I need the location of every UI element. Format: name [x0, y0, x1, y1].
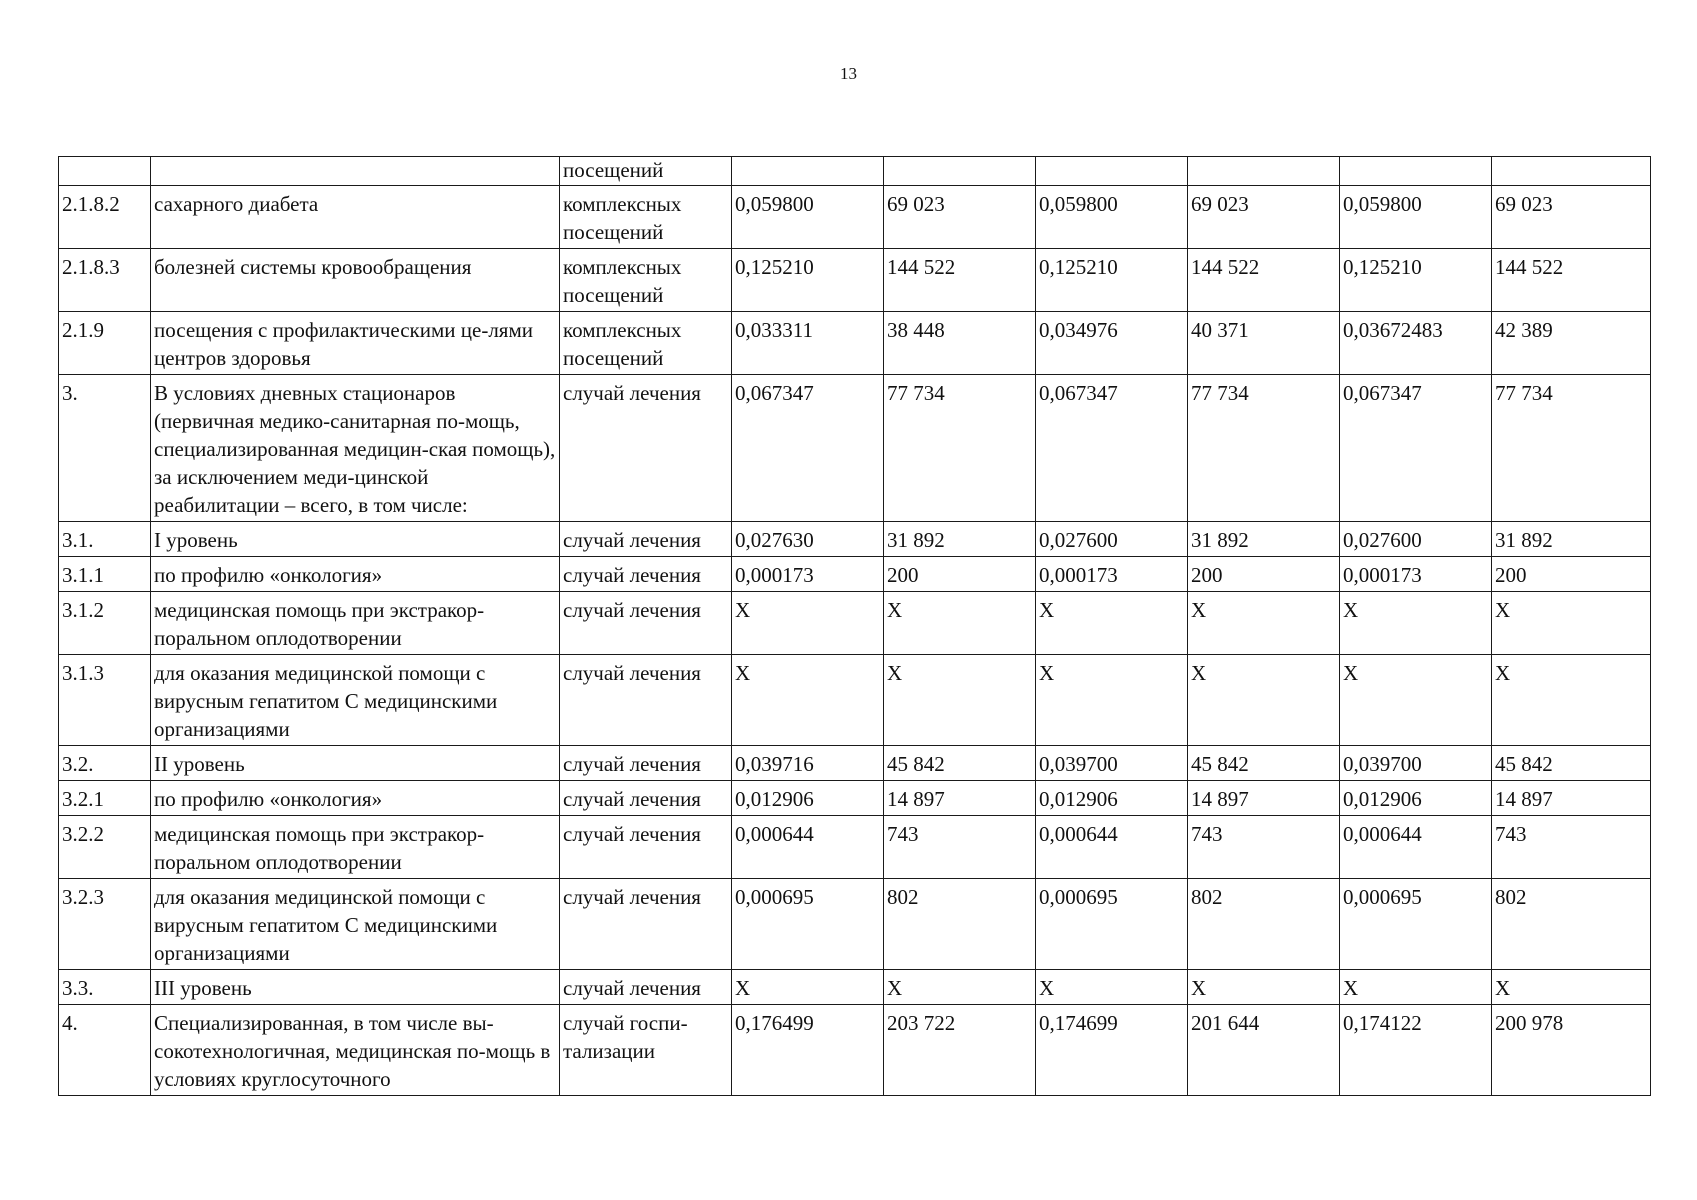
value-cell: X — [1340, 970, 1492, 1005]
value-cell: 0,000644 — [1036, 816, 1188, 879]
value-cell: 77 734 — [1188, 375, 1340, 522]
value-cell: 144 522 — [884, 249, 1036, 312]
value-cell: 40 371 — [1188, 312, 1340, 375]
value-cell: 77 734 — [1492, 375, 1651, 522]
value-cell: 0,039700 — [1340, 746, 1492, 781]
value-cell: 0,039716 — [732, 746, 884, 781]
table-row — [59, 655, 1651, 746]
row-number-cell: 3.1. — [59, 522, 151, 557]
row-number-cell: 4. — [59, 1005, 151, 1096]
indicator-name-cell: посещения с профилактическими це-лями центров здоровья — [151, 312, 560, 375]
value-cell: X — [1036, 592, 1188, 655]
table-body — [59, 157, 1651, 1096]
value-cell: 0,067347 — [732, 375, 884, 522]
indicator-name-cell — [151, 157, 560, 186]
table-row — [59, 816, 1651, 879]
row-number-cell: 2.1.9 — [59, 312, 151, 375]
indicator-name-cell: медицинская помощь при экстракор-поральном оплодотворении — [151, 816, 560, 879]
indicator-name-cell: В условиях дневных стационаров (первичная медико-санитарная по-мощь, специализированная медицин-ская помощь), за исключением меди-цинской реабилитации – всего, в том числе: — [151, 375, 560, 522]
indicator-name-cell: II уровень — [151, 746, 560, 781]
value-cell: X — [1492, 970, 1651, 1005]
value-cell: 31 892 — [1492, 522, 1651, 557]
table-row — [59, 157, 1651, 186]
value-cell: 0,174699 — [1036, 1005, 1188, 1096]
row-number-cell: 3.2.2 — [59, 816, 151, 879]
value-cell: 0,000695 — [1036, 879, 1188, 970]
value-cell — [732, 157, 884, 186]
value-cell: 69 023 — [1492, 186, 1651, 249]
unit-cell: случай лечения — [560, 375, 732, 522]
value-cell: 69 023 — [1188, 186, 1340, 249]
value-cell: 200 — [1492, 557, 1651, 592]
value-cell: 0,000695 — [732, 879, 884, 970]
value-cell: 0,027600 — [1340, 522, 1492, 557]
value-cell: 45 842 — [1492, 746, 1651, 781]
value-cell: 0,174122 — [1340, 1005, 1492, 1096]
unit-cell: случай лечения — [560, 879, 732, 970]
value-cell — [1036, 157, 1188, 186]
value-cell: 201 644 — [1188, 1005, 1340, 1096]
value-cell: 0,000644 — [1340, 816, 1492, 879]
indicator-name-cell: для оказания медицинской помощи с вирусным гепатитом С медицинскими организациями — [151, 879, 560, 970]
indicator-name-cell: для оказания медицинской помощи с вирусным гепатитом С медицинскими организациями — [151, 655, 560, 746]
value-cell: X — [1492, 592, 1651, 655]
table-row — [59, 522, 1651, 557]
value-cell: 0,027630 — [732, 522, 884, 557]
value-cell: 31 892 — [884, 522, 1036, 557]
value-cell: 0,03672483 — [1340, 312, 1492, 375]
value-cell: 14 897 — [884, 781, 1036, 816]
unit-cell: комплексных посещений — [560, 312, 732, 375]
table-row — [59, 879, 1651, 970]
value-cell: 802 — [1188, 879, 1340, 970]
table-row — [59, 375, 1651, 522]
value-cell — [1188, 157, 1340, 186]
indicator-name-cell: III уровень — [151, 970, 560, 1005]
indicator-name-cell: по профилю «онкология» — [151, 781, 560, 816]
unit-cell: случай лечения — [560, 781, 732, 816]
value-cell: X — [732, 592, 884, 655]
value-cell: 0,000173 — [1340, 557, 1492, 592]
value-cell: X — [884, 592, 1036, 655]
value-cell: 0,176499 — [732, 1005, 884, 1096]
row-number-cell: 2.1.8.3 — [59, 249, 151, 312]
table-row — [59, 746, 1651, 781]
value-cell: 14 897 — [1492, 781, 1651, 816]
value-cell: 200 — [884, 557, 1036, 592]
table-row — [59, 1005, 1651, 1096]
value-cell: X — [1036, 970, 1188, 1005]
row-number-cell: 3. — [59, 375, 151, 522]
value-cell: 0,000173 — [732, 557, 884, 592]
value-cell: 802 — [1492, 879, 1651, 970]
value-cell: X — [732, 655, 884, 746]
unit-cell: комплексных посещений — [560, 186, 732, 249]
value-cell: 31 892 — [1188, 522, 1340, 557]
unit-cell: случай лечения — [560, 816, 732, 879]
value-cell: 203 722 — [884, 1005, 1036, 1096]
value-cell: 743 — [1188, 816, 1340, 879]
unit-cell: посещений — [560, 157, 732, 186]
value-cell: 14 897 — [1188, 781, 1340, 816]
value-cell: 0,000644 — [732, 816, 884, 879]
value-cell: 0,125210 — [1036, 249, 1188, 312]
row-number-cell: 3.1.2 — [59, 592, 151, 655]
value-cell: X — [1340, 655, 1492, 746]
unit-cell: случай лечения — [560, 557, 732, 592]
value-cell: 0,027600 — [1036, 522, 1188, 557]
table-row — [59, 781, 1651, 816]
value-cell: 200 978 — [1492, 1005, 1651, 1096]
value-cell: 0,067347 — [1340, 375, 1492, 522]
row-number-cell: 3.2.1 — [59, 781, 151, 816]
value-cell: X — [1188, 970, 1340, 1005]
value-cell: 200 — [1188, 557, 1340, 592]
row-number-cell: 3.2. — [59, 746, 151, 781]
row-number-cell — [59, 157, 151, 186]
unit-cell: случай лечения — [560, 970, 732, 1005]
table-row — [59, 186, 1651, 249]
row-number-cell: 3.2.3 — [59, 879, 151, 970]
value-cell: 0,125210 — [1340, 249, 1492, 312]
value-cell — [1340, 157, 1492, 186]
value-cell: 45 842 — [884, 746, 1036, 781]
unit-cell: случай лечения — [560, 655, 732, 746]
value-cell: 0,034976 — [1036, 312, 1188, 375]
table-row — [59, 970, 1651, 1005]
value-cell — [1492, 157, 1651, 186]
value-cell: 0,000695 — [1340, 879, 1492, 970]
unit-cell: случай лечения — [560, 592, 732, 655]
value-cell: X — [1492, 655, 1651, 746]
norms-table-container — [58, 156, 1650, 1096]
value-cell: 77 734 — [884, 375, 1036, 522]
indicator-name-cell: болезней системы кровообращения — [151, 249, 560, 312]
unit-cell: случай лечения — [560, 522, 732, 557]
value-cell: 0,125210 — [732, 249, 884, 312]
indicator-name-cell: I уровень — [151, 522, 560, 557]
row-number-cell: 3.3. — [59, 970, 151, 1005]
unit-cell: случай госпи-тализации — [560, 1005, 732, 1096]
value-cell: 69 023 — [884, 186, 1036, 249]
value-cell: 0,000173 — [1036, 557, 1188, 592]
table-row — [59, 557, 1651, 592]
norms-table — [58, 156, 1651, 1096]
value-cell: 42 389 — [1492, 312, 1651, 375]
indicator-name-cell: по профилю «онкология» — [151, 557, 560, 592]
value-cell: 0,012906 — [732, 781, 884, 816]
row-number-cell: 3.1.3 — [59, 655, 151, 746]
value-cell: 0,012906 — [1036, 781, 1188, 816]
value-cell: X — [1036, 655, 1188, 746]
row-number-cell: 3.1.1 — [59, 557, 151, 592]
value-cell: X — [1188, 655, 1340, 746]
value-cell: X — [1340, 592, 1492, 655]
table-row — [59, 249, 1651, 312]
value-cell: 0,059800 — [732, 186, 884, 249]
table-row — [59, 312, 1651, 375]
table-row — [59, 592, 1651, 655]
value-cell: 45 842 — [1188, 746, 1340, 781]
value-cell: 743 — [1492, 816, 1651, 879]
value-cell: 0,033311 — [732, 312, 884, 375]
page-number: 13 — [840, 64, 857, 83]
indicator-name-cell: Специализированная, в том числе вы-сокотехнологичная, медицинская по-мощь в условиях круглосуточного — [151, 1005, 560, 1096]
value-cell: X — [732, 970, 884, 1005]
value-cell — [884, 157, 1036, 186]
value-cell: 38 448 — [884, 312, 1036, 375]
value-cell: 0,067347 — [1036, 375, 1188, 522]
unit-cell: комплексных посещений — [560, 249, 732, 312]
indicator-name-cell: сахарного диабета — [151, 186, 560, 249]
unit-cell: случай лечения — [560, 746, 732, 781]
value-cell: 743 — [884, 816, 1036, 879]
value-cell: 0,059800 — [1036, 186, 1188, 249]
value-cell: 0,039700 — [1036, 746, 1188, 781]
value-cell: 144 522 — [1188, 249, 1340, 312]
value-cell: 0,059800 — [1340, 186, 1492, 249]
value-cell: 802 — [884, 879, 1036, 970]
row-number-cell: 2.1.8.2 — [59, 186, 151, 249]
value-cell: X — [884, 970, 1036, 1005]
value-cell: X — [1188, 592, 1340, 655]
indicator-name-cell: медицинская помощь при экстракор-поральном оплодотворении — [151, 592, 560, 655]
value-cell: 0,012906 — [1340, 781, 1492, 816]
value-cell: X — [884, 655, 1036, 746]
value-cell: 144 522 — [1492, 249, 1651, 312]
